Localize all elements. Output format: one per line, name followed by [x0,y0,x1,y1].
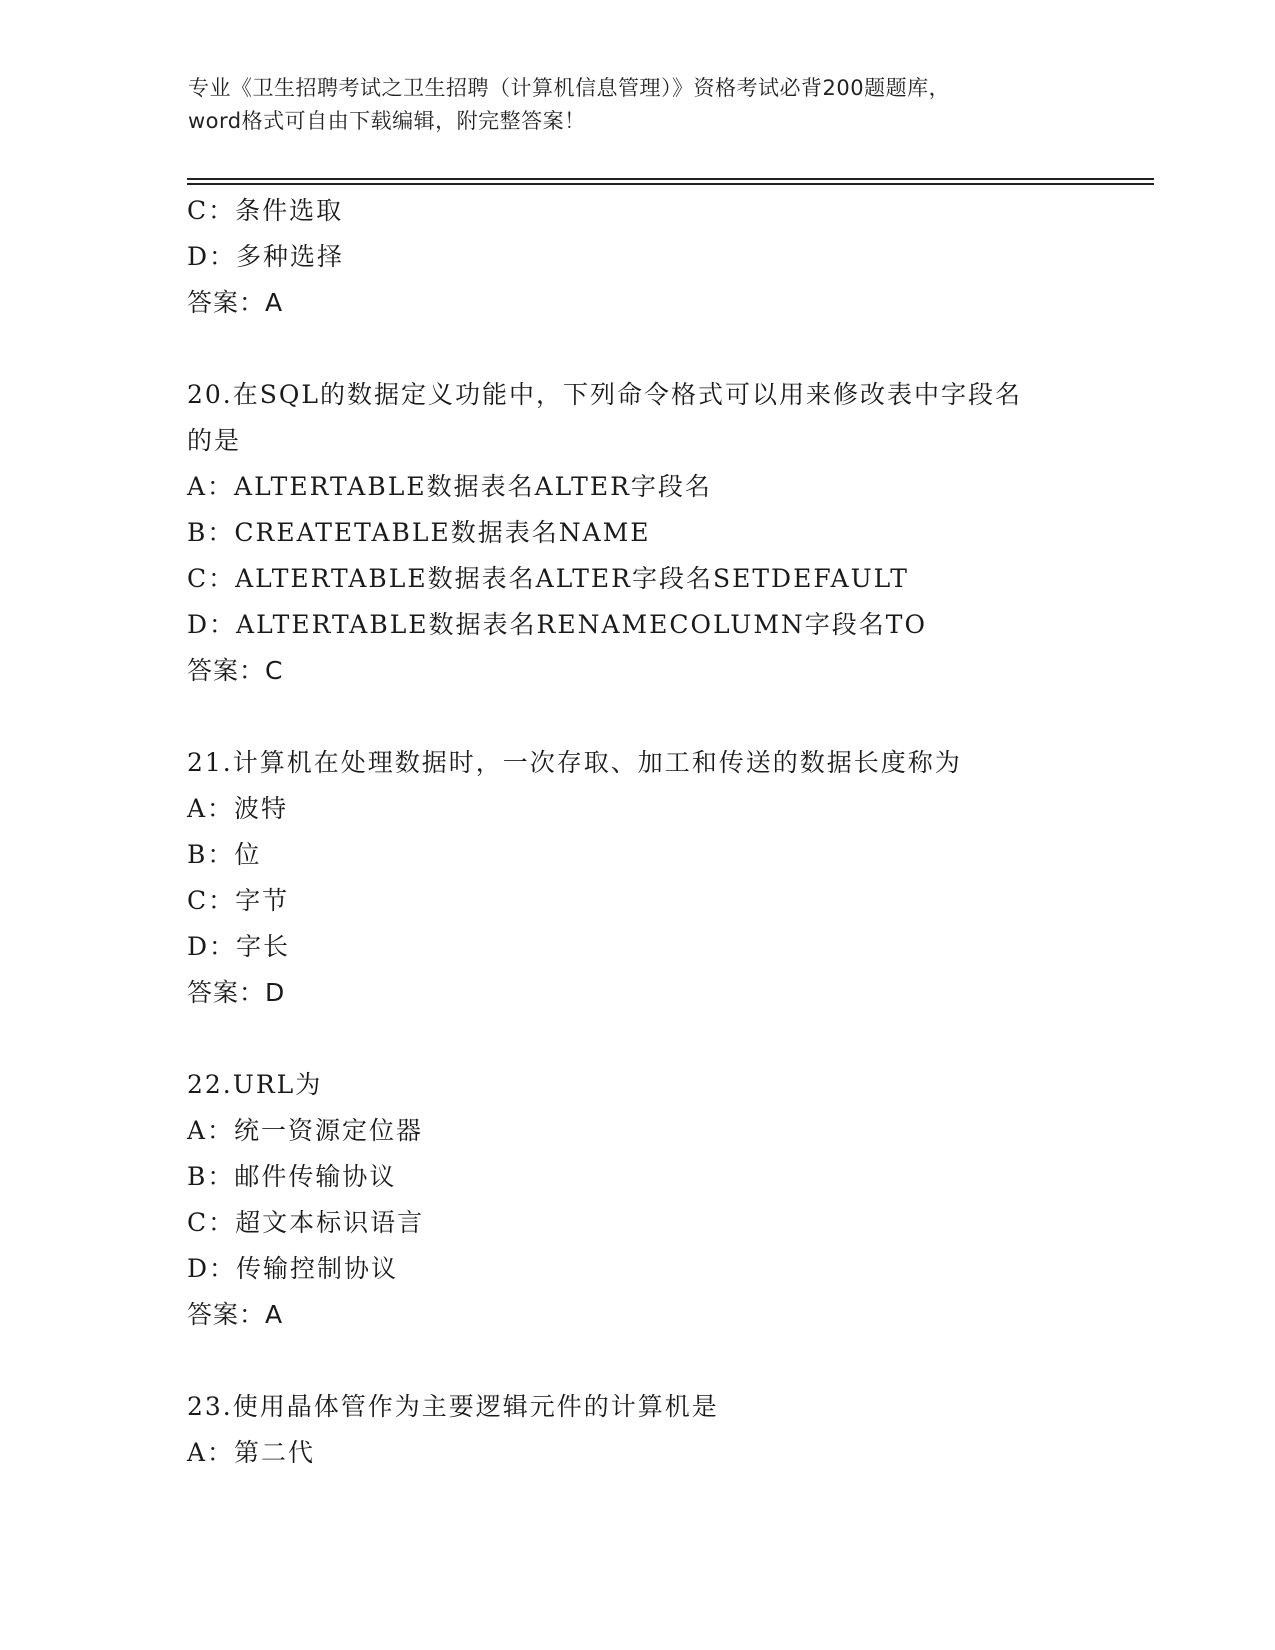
answer: 答案：C [187,656,284,685]
header-divider-bottom [187,183,1154,185]
question-text: 22.URL为 [187,1070,323,1099]
question-19-tail [187,188,1087,326]
question-22 [187,1062,1087,1338]
header-line-2: word格式可自由下载编辑，附完整答案！ [188,109,586,133]
answer: 答案：A [187,288,284,317]
option-c: C：超文本标识语言 [187,1208,425,1237]
option-a: A：第二代 [187,1438,316,1467]
option-d: D：字长 [187,932,291,961]
question-21 [187,740,1087,1016]
option-b: B：位 [187,840,262,869]
header-line-1: 专业《卫生招聘考试之卫生招聘（计算机信息管理）》资格考试必背200题题库， [188,76,951,100]
spacer [187,1338,1087,1384]
header-divider-top [187,178,1154,180]
answer: 答案：D [187,978,286,1007]
question-text-continued: 的是 [187,426,242,455]
question-23 [187,1384,1087,1476]
option-b: B：CREATETABLE数据表名NAME [187,518,651,547]
question-20 [187,372,1087,694]
option-b: B：邮件传输协议 [187,1162,397,1191]
option-c: C：字节 [187,886,290,915]
spacer [187,694,1087,740]
option-c: C：ALTERTABLE数据表名ALTER字段名SETDEFAULT [187,564,909,593]
option-a: A：波特 [187,794,289,823]
option-a: A：统一资源定位器 [187,1116,424,1145]
option-a: A：ALTERTABLE数据表名ALTER字段名 [187,472,712,501]
question-text: 21.计算机在处理数据时，一次存取、加工和传送的数据长度称为 [187,748,962,777]
answer: 答案：A [187,1300,284,1329]
spacer [187,1016,1087,1062]
option-d: D：多种选择 [187,242,345,271]
document-header [188,72,1088,138]
option-d: D：ALTERTABLE数据表名RENAMECOLUMN字段名TO [187,610,927,639]
question-text: 23.使用晶体管作为主要逻辑元件的计算机是 [187,1392,719,1421]
spacer [187,326,1087,372]
question-list [187,188,1087,1476]
question-text: 20.在SQL的数据定义功能中，下列命令格式可以用来修改表中字段名 [187,380,1022,409]
option-c: C：条件选取 [187,196,344,225]
option-d: D：传输控制协议 [187,1254,399,1283]
